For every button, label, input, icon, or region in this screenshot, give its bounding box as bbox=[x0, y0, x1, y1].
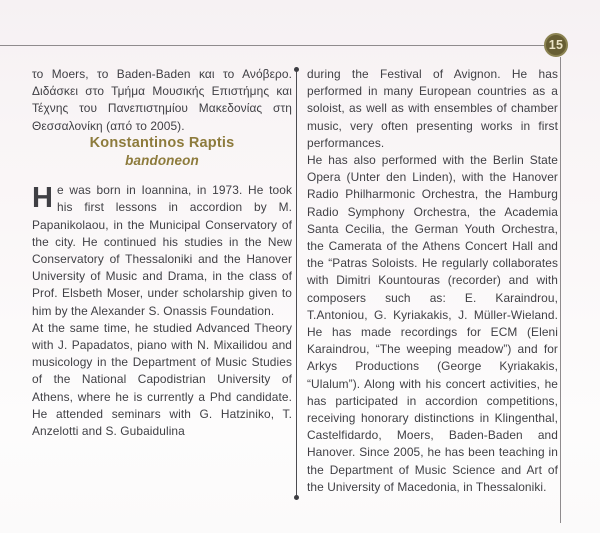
right-column bbox=[307, 66, 558, 496]
greek-paragraph: το Moers, το Baden-Baden και το Ανόβερο. Διδάσκει στο Τμήμα Μουσικής Επιστήμης και Τέχνης του Πανεπιστημίου Μακεδονίας στη Θεσσαλονίκη (από το 2005). bbox=[32, 67, 292, 133]
page-number: 15 bbox=[548, 38, 564, 52]
right-paragraph-2: He has also performed with the Berlin State Opera (Unter den Linden), with the Hanover Radio Philharmonic Orchestra, the Hamburg Radio Symphony Orchestra, the Academia Santa Cecilia, the German Youth Orchestra, the Camerata of the Athens Concert Hall and the “Patras Soloists. He regularly collaborates with Dimitri Kountouras (recorder) and with composers such as: E. Karaindrou, T.Antoniou, G. Kyriakakis, J. Müller-Wieland. He has made recordings for ECM (Eleni Karaindrou, “The weeping meadow”) and for Arkys Productions (George Kyriakakis, “Ulalum”). Along with his concert activities, he has participated in accordion competitions, receiving honorary distinctions in Klingenthal, Castelfidardo, Moers, Baden-Baden and Hanover. Since 2005, he has been teaching in the Department of Music Science and Art of the University of Macedonia, in Thessaloniki. bbox=[307, 153, 558, 494]
bio-paragraph-1-text: e was born in Ioannina, in 1973. He took his first lessons in accordion by M. Papanikolaou, in the Municipal Conservatory of the city. He continued his studies in the New Conservatory of Thessaloniki and the Hanover University of Music and Drama, in the class of Prof. Elsbeth Moser, under scholarship given to him by the Alexander S. Onassis Foundation. bbox=[32, 183, 292, 318]
bio-paragraph-2: At the same time, he studied Advanced Theory with J. Papadatos, piano with N. Mixailidou and musicology in the Department of Music Studies of the National Capodistrian University of Athens, where he is currently a Phd candidate. He attended seminars with G. Hatziniko, T. Anzelotti and S. Gubaidulina bbox=[32, 320, 292, 439]
instrument-subheading: bandoneon bbox=[125, 153, 199, 169]
left-column bbox=[32, 66, 292, 440]
right-paragraph-1: during the Festival of Avignon. He has performed in many European countries as a soloist, as well as with ensembles of chamber music, very often presenting works in first performances. bbox=[307, 67, 558, 150]
right-rule bbox=[560, 57, 561, 523]
page-number-badge bbox=[544, 33, 568, 57]
column-divider bbox=[296, 70, 297, 497]
drop-cap: H bbox=[32, 182, 54, 215]
top-rule bbox=[0, 45, 546, 46]
heading-block bbox=[32, 135, 292, 169]
artist-name-heading: Konstantinos Raptis bbox=[89, 134, 235, 151]
bio-paragraph-1 bbox=[32, 182, 292, 320]
